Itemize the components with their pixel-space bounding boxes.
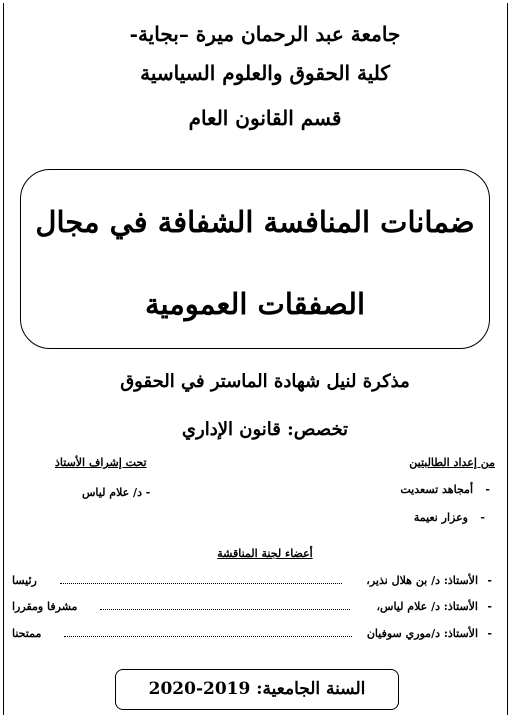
dotted-leader bbox=[60, 583, 342, 584]
list-dash: - bbox=[485, 483, 490, 496]
supervision-heading: تحت إشراف الأستاذ bbox=[55, 456, 147, 469]
student-name: أمجاهد تسعديت bbox=[400, 483, 473, 496]
committee-member-name: الأستاذ: د/ علام لياس، bbox=[376, 600, 478, 613]
department-name: قسم القانون العام bbox=[188, 106, 342, 130]
committee-member-role: ممتحنا bbox=[12, 627, 42, 640]
committee-member-role: رئيسا bbox=[12, 574, 37, 587]
degree-subtitle: مذكرة لنيل شهادة الماستر في الحقوق bbox=[120, 371, 410, 392]
faculty-name: كلية الحقوق والعلوم السياسية bbox=[140, 61, 390, 85]
thesis-title-line-2: الصفقات العمومية bbox=[144, 287, 366, 321]
list-dash: - bbox=[480, 511, 485, 524]
committee-member-row bbox=[12, 627, 492, 641]
list-dash: - bbox=[487, 600, 492, 613]
student-name: وعزار نعيمة bbox=[413, 511, 468, 524]
thesis-title-box bbox=[20, 169, 490, 349]
committee-member-row bbox=[12, 600, 492, 614]
university-name: جامعة عبد الرحمان ميرة –بجاية- bbox=[129, 22, 401, 46]
committee-member-role: مشرفا ومقررا bbox=[12, 600, 78, 613]
specialty: تخصص: قانون الإداري bbox=[181, 419, 349, 440]
thesis-title-line-1: ضمانات المنافسة الشفافة في مجال bbox=[35, 205, 475, 239]
supervisor-name: - د/ علام لياس bbox=[82, 486, 151, 499]
academic-year: السنة الجامعية: 2019-2020 bbox=[148, 679, 366, 699]
list-dash: - bbox=[487, 627, 492, 640]
committee-member-row bbox=[12, 574, 492, 588]
prepared-by-heading: من إعداد الطالبتين bbox=[409, 456, 495, 469]
academic-year-box bbox=[115, 669, 399, 710]
dotted-leader bbox=[100, 609, 350, 610]
committee-member-name: الأستاذ: د/موري سوفيان bbox=[366, 627, 478, 640]
dotted-leader bbox=[64, 636, 352, 637]
list-dash: - bbox=[487, 574, 492, 587]
committee-member-name: الأستاذ: د/ بن هلال نذير، bbox=[366, 574, 478, 587]
committee-heading: أعضاء لجنة المناقشة bbox=[217, 547, 313, 560]
